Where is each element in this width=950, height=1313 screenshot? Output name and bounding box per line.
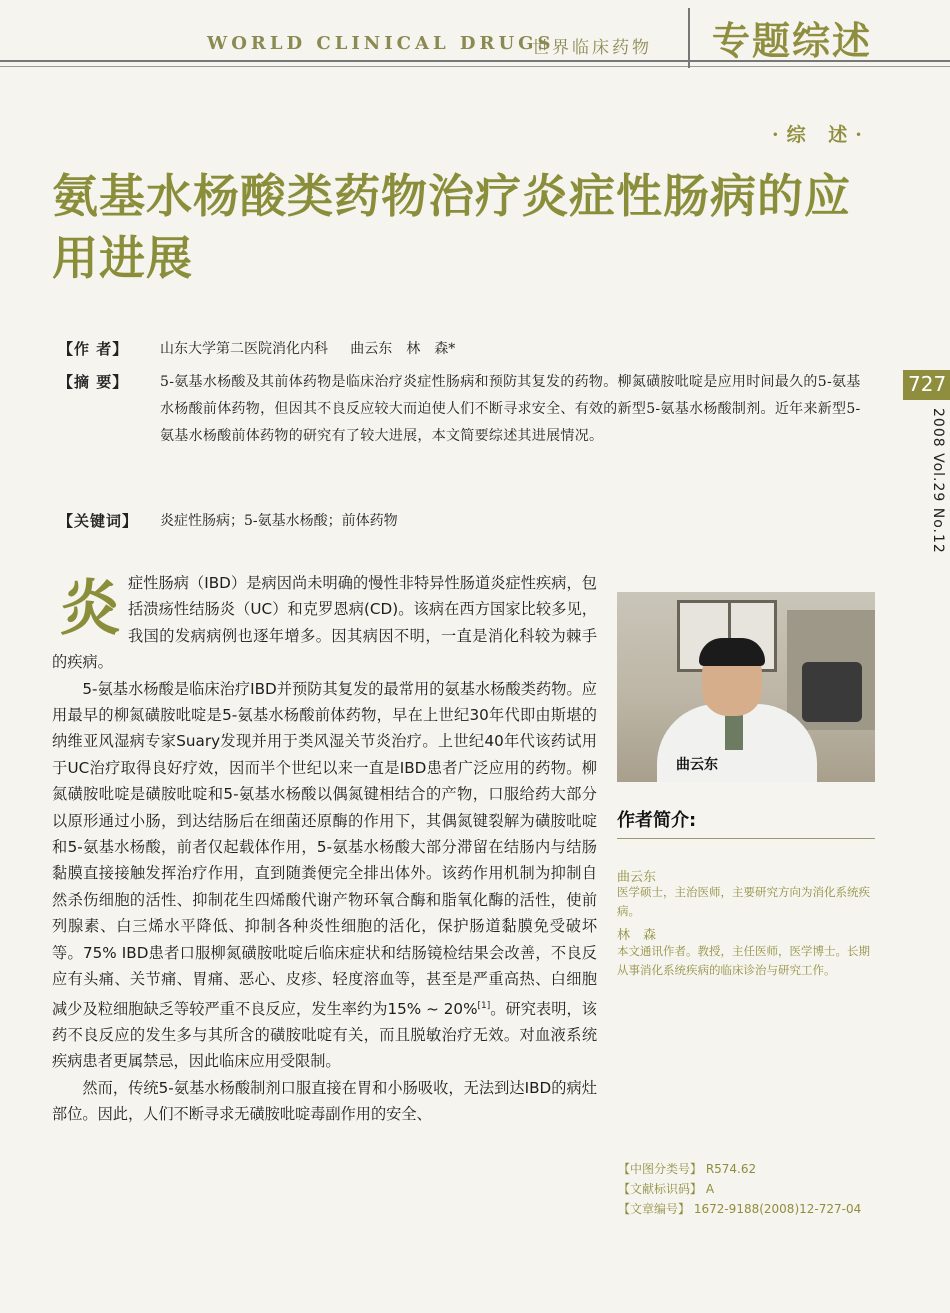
bio-heading: 作者简介: — [617, 810, 697, 831]
paragraph-2-text-b: 。研究表明，该药不良反应的发生多与其所含的磺胺吡啶有关，而且脱敏治疗无效。对血液系统疾病患者更属禁忌，因此临床应用受限制。 — [52, 999, 597, 1071]
header-rule-thin — [0, 66, 950, 67]
authors-label: 【作 者】 — [58, 340, 129, 358]
author-affiliation — [160, 336, 455, 363]
header-divider — [688, 8, 690, 68]
issue-info: 2008 Vol.29 No.12 — [930, 408, 946, 554]
tie-shape — [725, 710, 743, 750]
paragraph-2-text-a: 5-氨基水杨酸是临床治疗IBD并预防其复发的最常用的氨基水杨酸类药物。应用最早的柳氮磺胺吡啶是5-氨基水杨酸前体药物，早在上世纪30年代即由斯堪的纳维亚风湿病专家Suary发现并用于类风湿关节炎治疗。上世纪40年代该药试用于UC治疗取得良好疗效，因而半个世纪以来一直是IBD患者广泛应用的药物。柳氮磺胺吡啶是磺胺吡啶和5-氨基水杨酸以偶氮键相结合的产物，口服给药大部分以原形通过小肠，到达结肠后在细菌还原酶的作用下，其偶氮键裂解为磺胺吡啶和5-氨基水杨酸，前者仅起载体作用，5-氨基水杨酸大部分滞留在结肠内与结肠黏膜直接接触发挥治疗作用，直到随粪便完全排出体外。该药作用机制为抑制自然杀伤细胞的活性、抑制花生四烯酸代谢产物环氧合酶和脂氧化酶的活性，使前列腺素、白三烯水平降低、抑制各种炎性细胞的活化，保护肠道黏膜免受破坏等。75% IBD患者口服柳氮磺胺吡啶后临床症状和结肠镜检结果会改善，不良反应有头痛、关节痛、胃痛、恶心、皮疹、轻度溶血等，甚至是严重高热、白细胞减少及粒细胞缺乏等较严重不良反应，发生率约为15% ~ 20% — [52, 679, 597, 1018]
keywords-label: 【关键词】 — [58, 512, 139, 530]
abstract-label: 【摘 要】 — [58, 373, 129, 391]
document-code: 【文献标识码】 A — [618, 1182, 715, 1196]
article-category: ·综 述· — [772, 124, 870, 146]
abstract-text: 5-氨基水杨酸及其前体药物是临床治疗炎症性肠病和预防其复发的药物。柳氮磺胺吡啶是应用时间最久的5-氨基水杨酸前体药物，但因其不良反应较大而迫使人们不断寻求安全、有效的新型5-氨基水杨酸制剂。近年来新型5-氨基水杨酸前体药物的研究有了较大进展，本文简要综述其进展情况。 — [160, 374, 861, 444]
paragraph-1-text: 症性肠病（IBD）是病因尚未明确的慢性非特异性肠道炎症性疾病，包括溃疡性结肠炎（UC）和克罗恩病(CD)。该病在西方国家比较多见，我国的发病病例也逐年增多。因其病因不明，一直是消化科较为棘手的疾病。 — [52, 574, 597, 672]
bio-author1-text: 医学硕士，主治医师，主要研究方向为消化系统疾病。 — [617, 885, 870, 918]
bio-author2-text: 本文通讯作者。教授，主任医师，医学博士。长期从事消化系统疾病的临床诊治与研究工作。 — [617, 944, 870, 977]
author-photo — [617, 592, 875, 782]
microscope-shape — [802, 662, 862, 722]
bio-author2-name: 林 森 — [617, 928, 657, 943]
body-paragraph-1 — [52, 570, 597, 676]
author-names: 曲云东 林 森* — [350, 341, 456, 357]
clc-number: 【中图分类号】 R574.62 — [618, 1162, 757, 1176]
affiliation-text: 山东大学第二医院消化内科 — [160, 341, 328, 357]
section-title: 专题综述 — [712, 18, 873, 63]
page-number: 727 — [908, 372, 947, 396]
bio-divider — [617, 838, 875, 839]
bio-author1-name: 曲云东 — [617, 870, 657, 885]
article-title: 氨基水杨酸类药物治疗炎症性肠病的应用进展 — [52, 169, 851, 285]
citation-ref[interactable]: [1] — [477, 1000, 491, 1011]
hair-shape — [699, 638, 765, 666]
article-body — [52, 570, 597, 1128]
journal-name-en: WORLD CLINICAL DRUGS — [207, 33, 555, 54]
journal-header — [0, 0, 950, 74]
drop-cap: 炎 — [60, 574, 120, 644]
body-paragraph-3: 然而，传统5-氨基水杨酸制剂口服直接在胃和小肠吸收，无法到达IBD的病灶部位。因此，人们不断寻求无磺胺吡啶毒副作用的安全、 — [52, 1078, 597, 1124]
body-paragraph-2 — [52, 676, 597, 1075]
article-number: 【文章编号】 1672-9188(2008)12-727-04 — [618, 1202, 862, 1216]
photo-caption: 曲云东 — [676, 757, 718, 773]
keywords-text: 炎症性肠病；5-氨基水杨酸；前体药物 — [160, 513, 398, 529]
journal-name-cn: 世界临床药物 — [532, 38, 652, 58]
